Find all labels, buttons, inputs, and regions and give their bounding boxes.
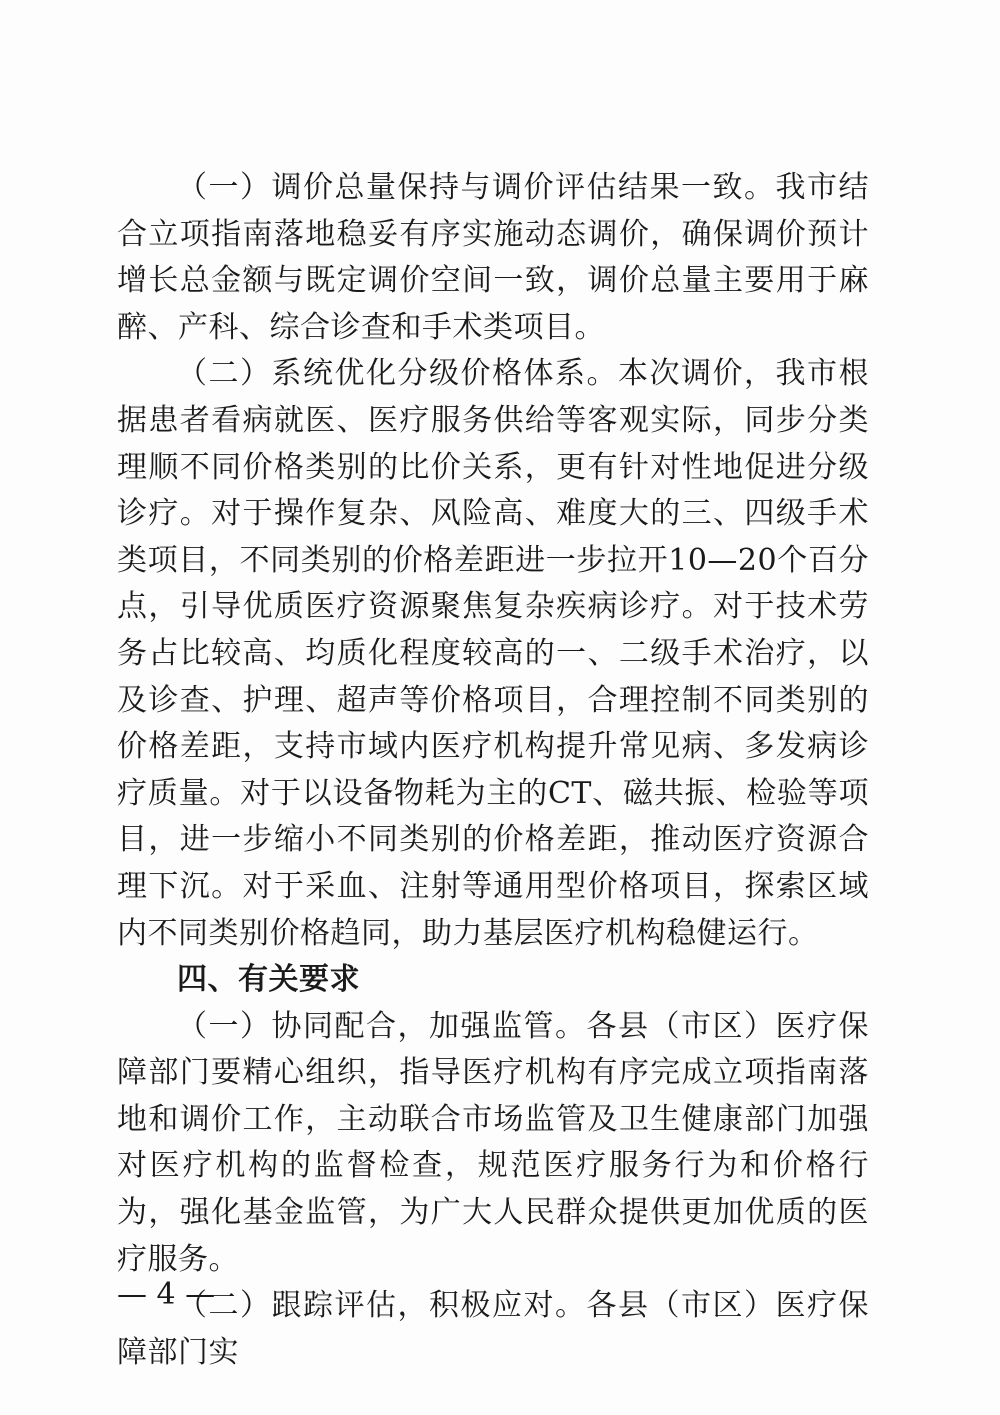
document-body: [117, 165, 869, 1376]
paragraph-tiered-pricing: （二）系统优化分级价格体系。本次调价，我市根据患者看病就医、医疗服务供给等客观实际，同步分类理顺不同价格类别的比价关系，更有针对性地促进分级诊疗。对于操作复杂、风险高、难度大的三、四级手术类项目，不同类别的价格差距进一步拉开10—20个百分点，引导优质医疗资源聚焦复杂疾病诊疗。对于技术劳务占比较高、均质化程度较高的一、二级手术治疗，以及诊查、护理、超声等价格项目，合理控制不同类别的价格差距，支持市域内医疗机构提升常见病、多发病诊疗质量。对于以设备物耗为主的CT、磁共振、检验等项目，进一步缩小不同类别的价格差距，推动医疗资源合理下沉。对于采血、注射等通用型价格项目，探索区域内不同类别价格趋同，助力基层医疗机构稳健运行。: [117, 356, 869, 951]
paragraph-tracking-evaluation: （二）跟踪评估，积极应对。各县（市区）医疗保障部门实: [117, 1288, 869, 1370]
section-heading-requirements: 四、有关要求: [177, 962, 360, 998]
paragraph-cooperation-supervision: （一）协同配合，加强监管。各县（市区）医疗保障部门要精心组织，指导医疗机构有序完成立项指南落地和调价工作，主动联合市场监管及卫生健康部门加强对医疗机构的监督检查，规范医疗服务行为和价格行为，强化基金监管，为广大人民群众提供更加优质的医疗服务。: [117, 1008, 869, 1277]
page-number: — 4 —: [117, 1277, 216, 1312]
paragraph-price-total: （一）调价总量保持与调价评估结果一致。我市结合立项指南落地稳妥有序实施动态调价，确保调价预计增长总金额与既定调价空间一致，调价总量主要用于麻醉、产科、综合诊查和手术类项目。: [117, 170, 869, 345]
